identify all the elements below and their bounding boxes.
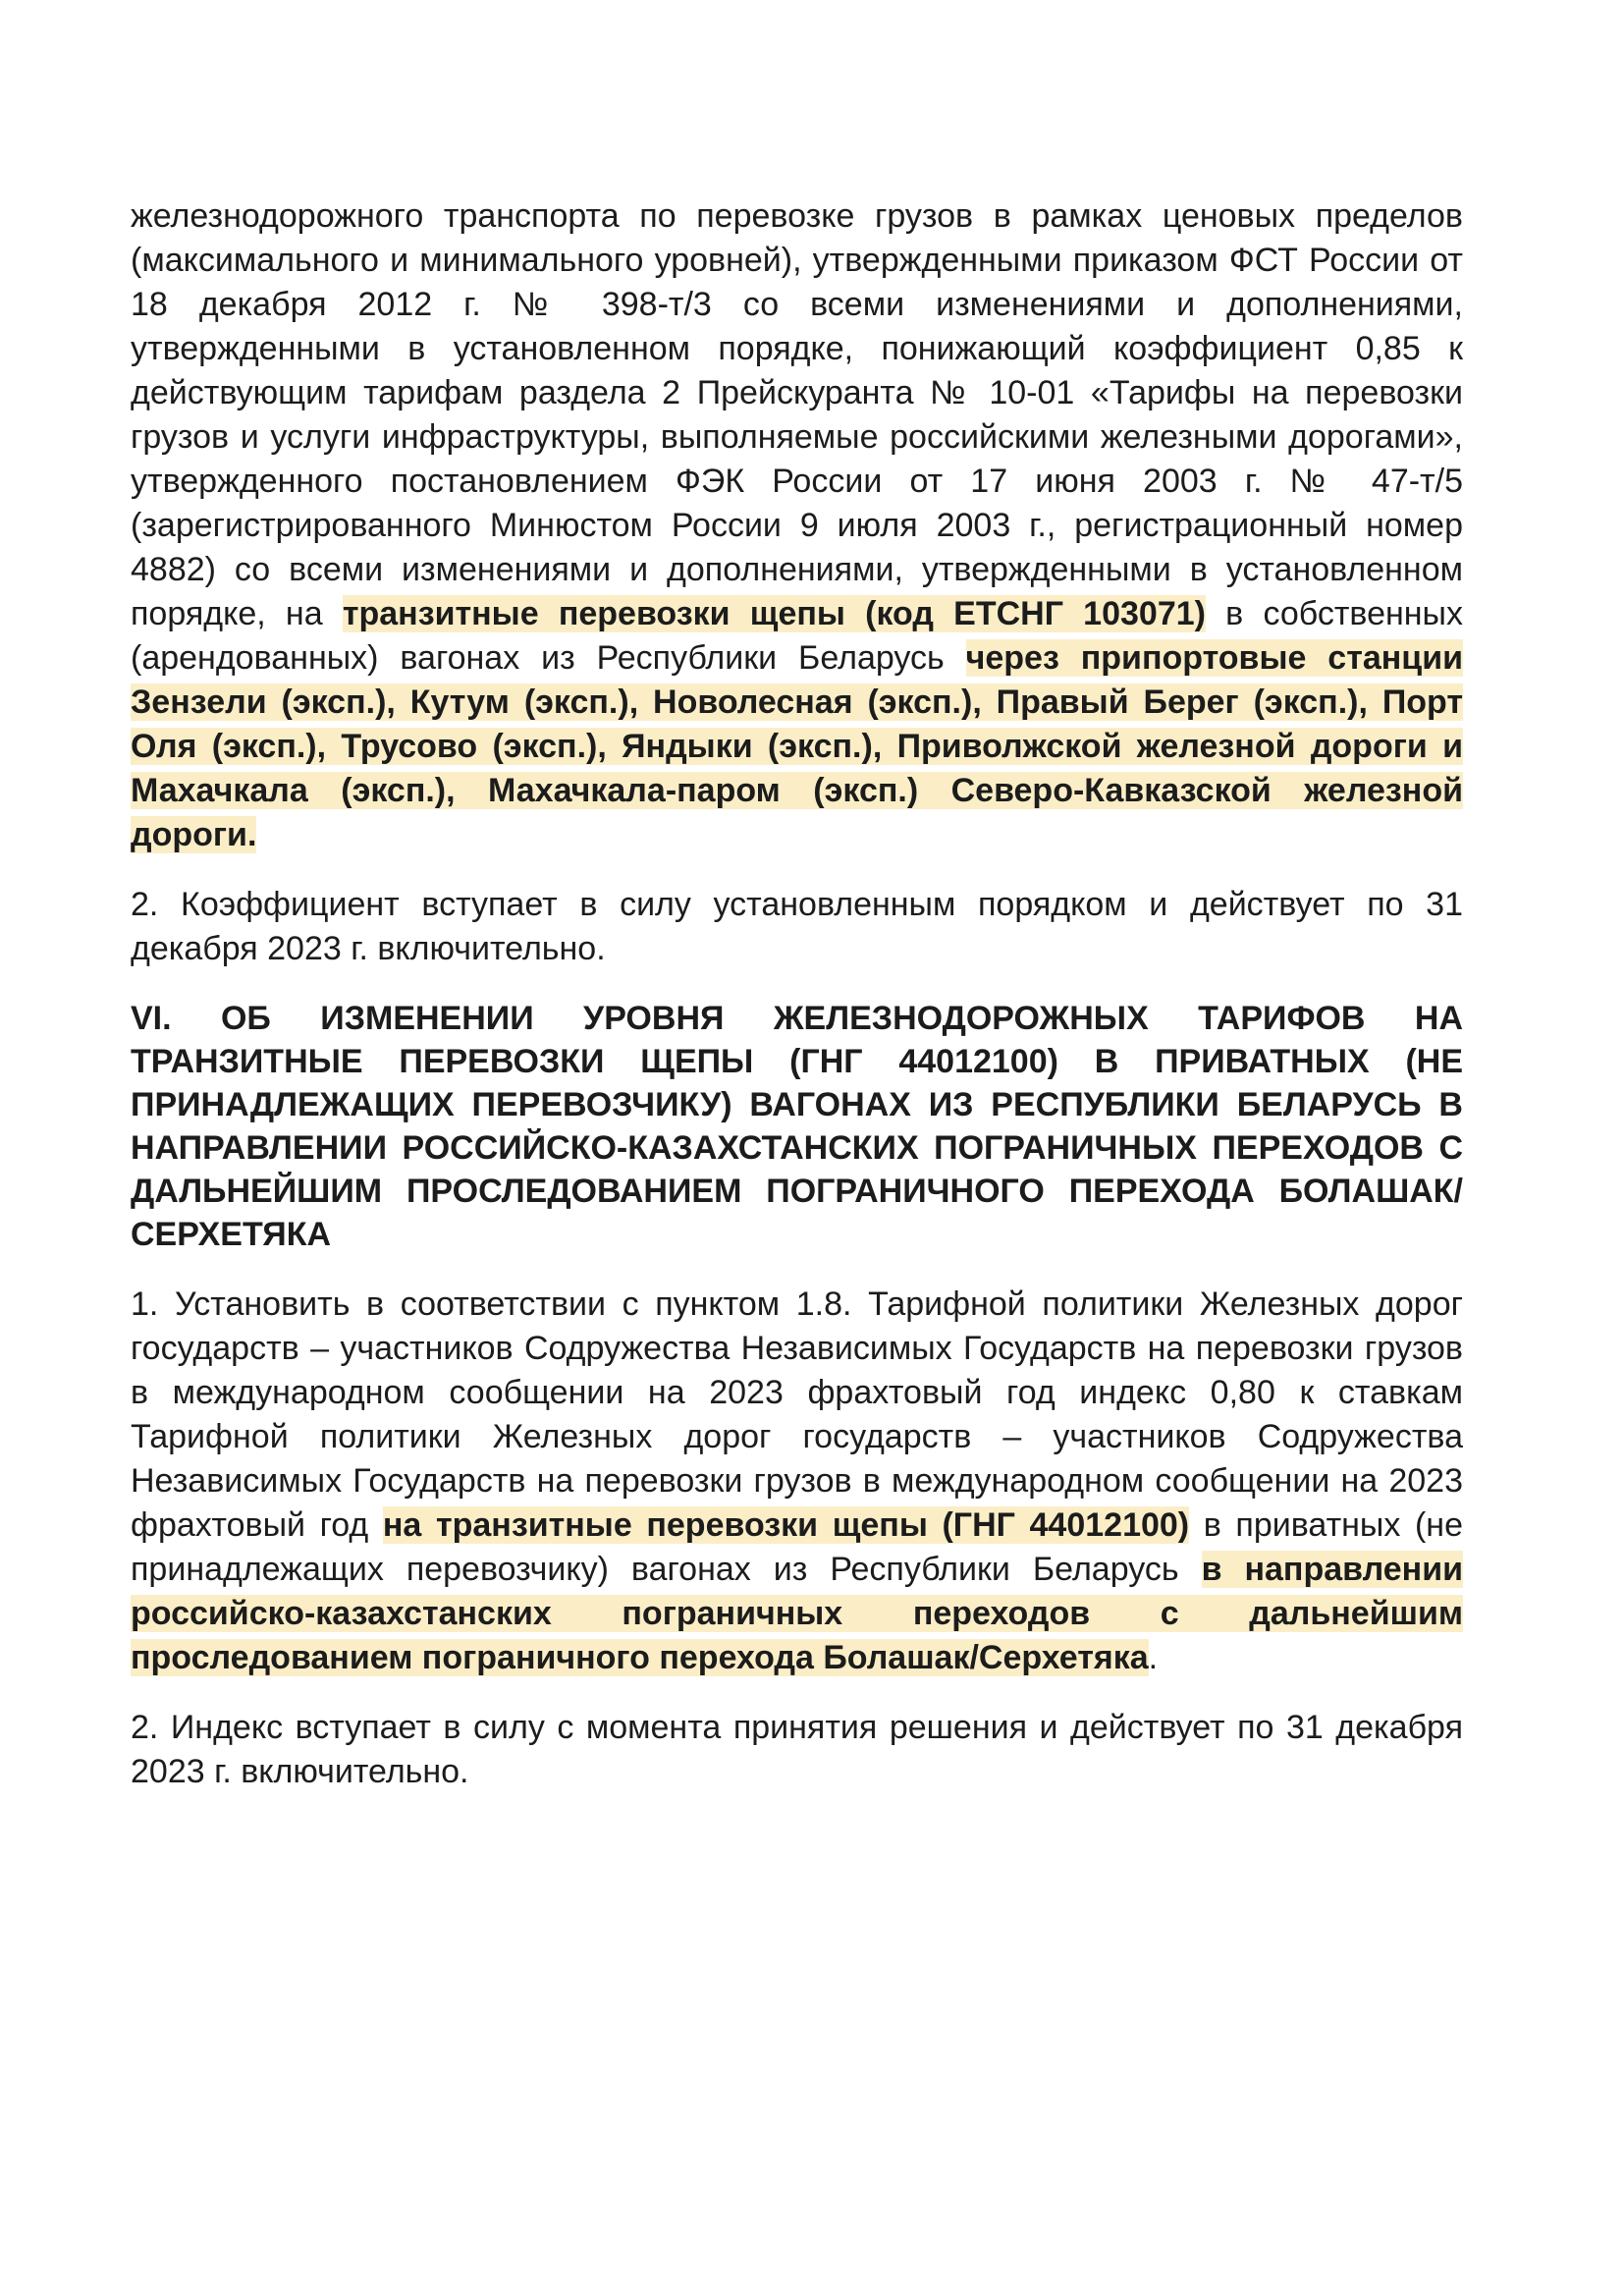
text-run: 2. Коэффициент вступает в силу установленным порядком и действует по 31 декабря 2023 г. включительно. [131,886,1463,967]
text-run: VI. ОБ ИЗМЕНЕНИИ УРОВНЯ ЖЕЛЕЗНОДОРОЖНЫХ ТАРИФОВ НА ТРАНЗИТНЫЕ ПЕРЕВОЗКИ ЩЕПЫ (ГНГ 44012100) В ПРИВАТНЫХ (НЕ ПРИНАДЛЕЖАЩИХ ПЕРЕВОЗЧИКУ) ВАГОНАХ ИЗ РЕСПУБЛИКИ БЕЛАРУСЬ В НАПРАВЛЕНИИ РОССИЙСКО-КАЗАХСТАНСКИХ ПОГРАНИЧНЫХ ПЕРЕХОДОВ С ДАЛЬНЕЙШИМ ПРОСЛЕДОВАНИЕМ ПОГРАНИЧНОГО ПЕРЕХОДА БОЛАШАК/СЕРХЕТЯКА [131,1000,1463,1253]
paragraph-index-validity [131,1706,1463,1794]
section-heading-vi [131,997,1463,1256]
text-run: 2. Индекс вступает в силу с момента принятия решения и действует по 31 декабря 2023 г. включительно. [131,1709,1463,1790]
text-run: в собственных (арендованных) вагонах из Республики Беларусь [131,595,1463,677]
paragraph-tariff-coefficient [131,194,1463,857]
text-run: в приватных (не принадлежащих перевозчику) вагонах из Республики Беларусь [131,1506,1463,1588]
text-run: . [1148,1639,1159,1676]
highlighted-text: через припортовые станции Зензели (эксп.), Кутум (эксп.), Новолесная (эксп.), Правый Берег (эксп.), Порт Оля (эксп.), Трусово (эксп.), Яндыки (эксп.), Приволжской железной дороги и Махачкала (эксп.), Махачкала-паром (эксп.) Северо-Кавказской железной дороги. [131,639,1464,853]
highlighted-text: транзитные перевозки щепы (код ЕТСНГ 103071) [342,595,1206,632]
paragraph-index-setting [131,1283,1463,1680]
paragraph-coefficient-validity [131,883,1463,971]
text-run: железнодорожного транспорта по перевозке грузов в рамках ценовых пределов (максимального и минимального уровней), утвержденными приказом ФСТ России от 18 декабря 2012 г. № 398-т/3 со всеми изменениями и дополнениями, утвержденными в установленном порядке, понижающий коэффициент 0,85 к действующим тарифам раздела 2 Прейскуранта № 10-01 «Тарифы на перевозки грузов и услуги инфраструктуры, выполняемые российскими железными дорогами», утвержденного постановлением ФЭК России от 17 июня 2003 г. № 47-т/5 (зарегистрированного Минюстом России 9 июля 2003 г., регистрационный номер 4882) со всеми изменениями и дополнениями, утвержденными в установленном порядке, на [131,197,1463,632]
highlighted-text: на транзитные перевозки щепы (ГНГ 44012100) [382,1506,1190,1544]
text-run: 1. Установить в соответствии с пунктом 1.8. Тарифной политики Железных дорог государств – участников Содружества Независимых Государств на перевозки грузов в международном сообщении на 2023 фрахтовый год индекс 0,80 к ставкам Тарифной политики Железных дорог государств – участников Содружества Независимых Государств на перевозки грузов в международном сообщении на 2023 фрахтовый год [131,1285,1463,1544]
highlighted-text: в направлении российско-казахстанских пограничных переходов с дальнейшим проследованием пограничного перехода Болашак/Серхетяка [131,1551,1463,1676]
